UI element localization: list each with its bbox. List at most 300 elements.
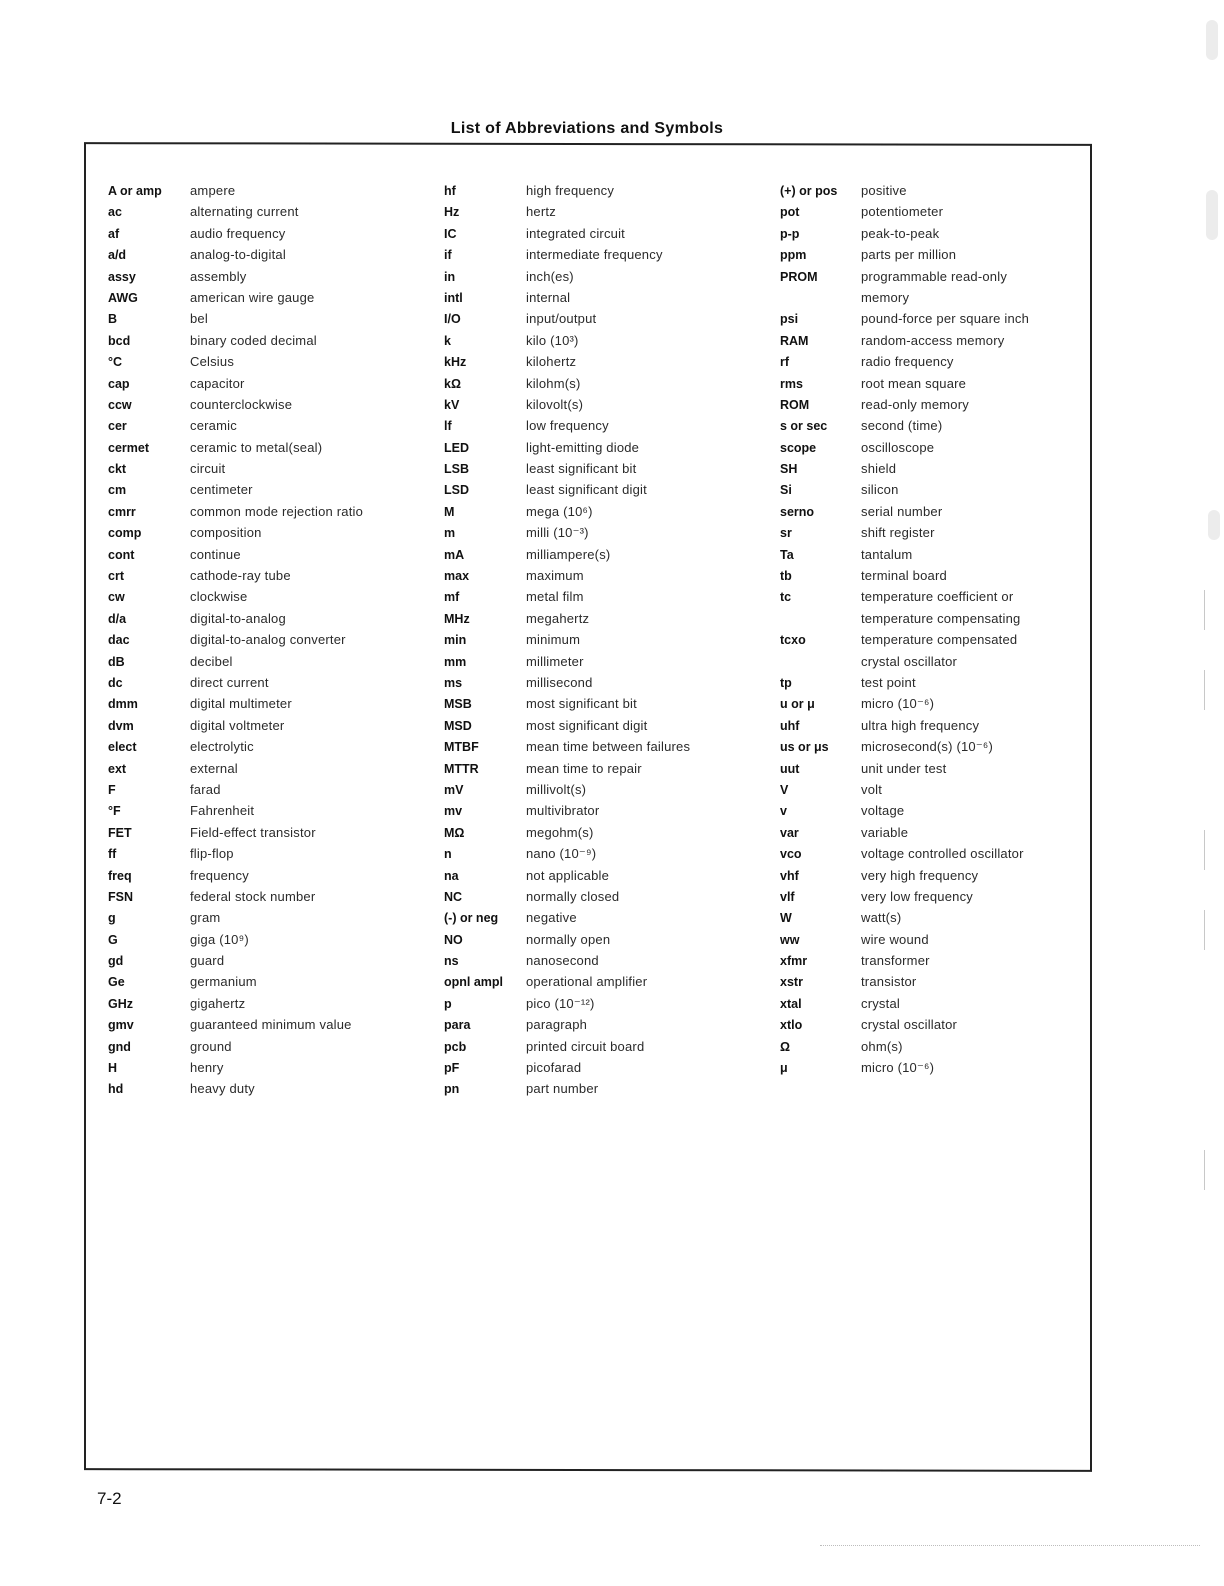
abbreviation-term: rf — [780, 355, 790, 370]
abbreviation-entry — [444, 651, 690, 672]
abbreviation-definition: voltage controlled oscillator — [861, 846, 1024, 862]
abbreviation-entry — [108, 843, 363, 864]
abbreviation-entry — [444, 971, 690, 992]
abbreviation-entry — [108, 929, 363, 950]
abbreviation-definition: intermediate frequency — [526, 247, 663, 263]
abbreviation-term: cmrr — [108, 504, 136, 519]
abbreviation-entry — [108, 437, 363, 458]
abbreviation-definition: very high frequency — [861, 867, 979, 883]
abbreviation-definition: mega (10⁶) — [526, 503, 593, 519]
abbreviation-definition: millimeter — [526, 653, 584, 669]
scan-shadow — [1208, 510, 1220, 540]
abbreviation-definition: maximum — [526, 568, 584, 584]
abbreviation-entry — [780, 223, 1029, 244]
abbreviation-entry — [108, 308, 363, 329]
abbreviation-term: NO — [444, 932, 463, 947]
abbreviation-entry — [444, 308, 690, 329]
abbreviation-term: mV — [444, 782, 464, 797]
abbreviation-entry — [780, 736, 1029, 757]
abbreviation-term: vlf — [780, 889, 795, 904]
abbreviation-definition: kilohm(s) — [526, 375, 581, 391]
abbreviation-definition: pound-force per square inch — [861, 311, 1030, 327]
abbreviation-entry — [780, 1014, 1029, 1035]
abbreviation-definition: crystal oscillator — [861, 1017, 958, 1033]
abbreviation-definition: temperature compensating — [861, 610, 1021, 626]
abbreviation-definition: normally closed — [526, 888, 620, 904]
abbreviation-entry — [108, 608, 363, 629]
abbreviation-term: max — [444, 569, 470, 584]
abbreviation-entry — [108, 865, 363, 886]
abbreviation-entry — [108, 693, 363, 714]
abbreviation-entry — [108, 287, 363, 308]
abbreviation-entry — [108, 330, 363, 351]
abbreviation-entry — [108, 373, 363, 394]
abbreviation-term: u or μ — [780, 697, 815, 712]
page-title: List of Abbreviations and Symbols — [450, 120, 724, 137]
abbreviation-entry — [108, 672, 363, 693]
abbreviation-term: (-) or neg — [444, 911, 499, 926]
abbreviation-definition: metal film — [526, 589, 584, 605]
abbreviation-entry — [108, 950, 363, 971]
abbreviation-entry — [780, 800, 1029, 821]
abbreviation-entry — [444, 330, 690, 351]
abbreviation-entry — [444, 565, 690, 586]
abbreviation-definition: megohm(s) — [526, 824, 594, 840]
abbreviation-term: mv — [444, 804, 463, 819]
abbreviation-definition: least significant bit — [526, 461, 637, 477]
abbreviation-entry — [108, 758, 363, 779]
abbreviation-term: IC — [444, 226, 457, 241]
abbreviation-entry — [780, 715, 1029, 736]
abbreviation-entry — [444, 843, 690, 864]
abbreviation-definition: henry — [190, 1060, 224, 1076]
scan-line — [1204, 590, 1205, 630]
abbreviation-definition: electrolytic — [190, 739, 254, 755]
abbreviation-entry — [108, 479, 363, 500]
abbreviation-definition: kilo (10³) — [526, 332, 579, 348]
column-3 — [780, 180, 1029, 1078]
abbreviation-definition: circuit — [190, 461, 226, 477]
abbreviation-term: ac — [108, 205, 122, 220]
abbreviation-term: s or sec — [780, 419, 828, 434]
abbreviation-term: MSB — [444, 697, 472, 712]
abbreviation-definition: minimum — [526, 632, 581, 648]
abbreviation-entry — [780, 822, 1029, 843]
abbreviation-entry — [108, 544, 363, 565]
abbreviation-definition: millivolt(s) — [526, 781, 587, 797]
abbreviation-term: G — [108, 932, 118, 947]
abbreviation-definition: volt — [861, 781, 883, 797]
abbreviation-entry — [444, 266, 690, 287]
abbreviation-term: Ta — [780, 547, 794, 562]
abbreviation-definition: not applicable — [526, 867, 610, 883]
abbreviation-term: F — [108, 782, 116, 797]
abbreviation-definition: light-emitting diode — [526, 439, 640, 455]
abbreviation-term: kHz — [444, 355, 467, 370]
abbreviation-term: V — [780, 782, 789, 797]
abbreviation-entry — [780, 1036, 1029, 1057]
abbreviation-definition: bel — [190, 311, 208, 327]
abbreviation-definition: integrated circuit — [526, 225, 625, 241]
scan-line — [1204, 1150, 1205, 1190]
abbreviation-entry — [444, 373, 690, 394]
abbreviation-term: LSB — [444, 462, 469, 477]
abbreviation-entry — [108, 736, 363, 757]
abbreviation-definition: variable — [861, 824, 909, 840]
abbreviation-entry — [444, 736, 690, 757]
abbreviation-entry — [108, 522, 363, 543]
abbreviation-entry — [108, 907, 363, 928]
abbreviation-term: tcxo — [780, 633, 806, 648]
abbreviation-term: kV — [444, 397, 460, 412]
abbreviation-entry — [780, 1057, 1029, 1078]
abbreviation-entry — [780, 522, 1029, 543]
abbreviation-entry — [444, 522, 690, 543]
abbreviation-entry — [108, 779, 363, 800]
abbreviation-term: a/d — [108, 248, 127, 263]
scan-line — [1204, 670, 1205, 710]
abbreviation-entry — [108, 993, 363, 1014]
abbreviation-term: tb — [780, 569, 792, 584]
abbreviation-term: crt — [108, 569, 124, 584]
abbreviation-entry — [780, 565, 1029, 586]
abbreviation-entry — [780, 287, 1029, 308]
abbreviation-term: GHz — [108, 996, 133, 1011]
abbreviation-term: ext — [108, 761, 127, 776]
abbreviation-definition: heavy duty — [190, 1081, 255, 1097]
abbreviation-definition: peak-to-peak — [861, 225, 940, 241]
abbreviation-term: tp — [780, 675, 792, 690]
abbreviation-term: scope — [780, 440, 817, 455]
abbreviation-entry — [444, 758, 690, 779]
abbreviation-term: LED — [444, 440, 469, 455]
abbreviation-definition: most significant bit — [526, 696, 637, 712]
abbreviation-definition: internal — [526, 289, 571, 305]
abbreviation-definition: Celsius — [190, 354, 235, 370]
abbreviation-definition: read-only memory — [861, 396, 969, 412]
abbreviation-entry — [444, 415, 690, 436]
abbreviation-entry — [444, 822, 690, 843]
abbreviation-term: cont — [108, 547, 135, 562]
abbreviation-entry — [108, 244, 363, 265]
abbreviation-definition: normally open — [526, 931, 611, 947]
abbreviation-definition: wire wound — [861, 931, 929, 947]
abbreviation-term: Si — [780, 483, 792, 498]
abbreviation-definition: transistor — [861, 974, 917, 990]
abbreviation-term: af — [108, 226, 120, 241]
abbreviation-definition: assembly — [190, 268, 247, 284]
abbreviation-term: cm — [108, 483, 127, 498]
abbreviation-definition: counterclockwise — [190, 396, 293, 412]
abbreviation-term: if — [444, 248, 452, 263]
abbreviation-definition: hertz — [526, 204, 556, 220]
abbreviation-entry — [108, 1014, 363, 1035]
abbreviation-entry — [780, 415, 1029, 436]
abbreviation-definition: kilovolt(s) — [526, 396, 584, 412]
abbreviation-definition: ceramic — [190, 418, 237, 434]
abbreviation-term: rms — [780, 376, 803, 391]
abbreviation-entry — [780, 608, 1029, 629]
abbreviation-entry — [444, 1014, 690, 1035]
abbreviation-entry — [444, 223, 690, 244]
abbreviation-definition: federal stock number — [190, 888, 316, 904]
abbreviation-term: ns — [444, 954, 459, 969]
abbreviation-term: v — [780, 804, 787, 819]
abbreviation-term: cw — [108, 590, 125, 605]
abbreviation-term: vhf — [780, 868, 799, 883]
abbreviation-term: mm — [444, 654, 467, 669]
abbreviation-entry — [780, 886, 1029, 907]
abbreviation-entry — [108, 565, 363, 586]
abbreviation-entry — [444, 608, 690, 629]
abbreviation-entry — [444, 800, 690, 821]
abbreviation-definition: unit under test — [861, 760, 947, 776]
abbreviation-definition: ceramic to metal(seal) — [190, 439, 323, 455]
abbreviation-entry — [444, 865, 690, 886]
abbreviation-definition: binary coded decimal — [190, 332, 317, 348]
abbreviation-term: Ω — [780, 1039, 791, 1054]
abbreviation-term: n — [444, 847, 452, 862]
abbreviation-definition: multivibrator — [526, 803, 600, 819]
abbreviation-term: Ge — [108, 975, 125, 990]
abbreviation-definition: shield — [861, 461, 897, 477]
abbreviation-term: H — [108, 1061, 118, 1076]
abbreviation-definition: kilohertz — [526, 354, 577, 370]
abbreviation-definition: gigahertz — [190, 995, 246, 1011]
abbreviation-entry — [780, 779, 1029, 800]
abbreviation-entry — [108, 201, 363, 222]
abbreviation-entry — [780, 758, 1029, 779]
abbreviation-definition: ultra high frequency — [861, 717, 980, 733]
abbreviation-term: LSD — [444, 483, 469, 498]
abbreviation-entry — [780, 672, 1029, 693]
abbreviation-definition: inch(es) — [526, 268, 574, 284]
abbreviation-definition: crystal oscillator — [861, 653, 958, 669]
scan-edge-artifacts — [1184, 0, 1224, 1586]
abbreviation-entry — [780, 544, 1029, 565]
abbreviation-entry — [444, 180, 690, 201]
abbreviation-entry — [444, 351, 690, 372]
abbreviation-term: hf — [444, 184, 456, 198]
abbreviation-definition: memory — [861, 289, 910, 305]
abbreviation-definition: clockwise — [190, 589, 248, 605]
abbreviation-term: dac — [108, 633, 130, 648]
abbreviation-entry — [444, 244, 690, 265]
abbreviation-entry — [780, 929, 1029, 950]
abbreviation-term: I/O — [444, 312, 461, 327]
abbreviation-term: var — [780, 825, 799, 840]
abbreviation-definition: ground — [190, 1038, 232, 1054]
abbreviation-term: psi — [780, 312, 799, 327]
abbreviation-definition: crystal — [861, 995, 900, 1011]
abbreviation-definition: Fahrenheit — [190, 803, 255, 819]
abbreviation-term: p-p — [780, 226, 800, 241]
abbreviation-entry — [780, 501, 1029, 522]
abbreviation-definition: micro (10⁻⁶) — [861, 696, 935, 712]
abbreviation-entry — [780, 373, 1029, 394]
abbreviation-term: xfmr — [780, 954, 808, 969]
abbreviation-definition: direct current — [190, 674, 269, 690]
abbreviation-entry — [108, 886, 363, 907]
abbreviation-term: xstr — [780, 975, 803, 990]
abbreviation-definition: temperature compensated — [861, 632, 1018, 648]
abbreviation-term: para — [444, 1018, 471, 1033]
abbreviation-definition: high frequency — [526, 183, 615, 198]
abbreviation-term: MTBF — [444, 740, 479, 755]
abbreviation-term: elect — [108, 740, 137, 755]
abbreviation-term: d/a — [108, 611, 127, 626]
abbreviation-term: AWG — [108, 290, 138, 305]
abbreviation-definition: decibel — [190, 653, 233, 669]
abbreviation-term: pot — [780, 205, 800, 220]
abbreviation-term: ms — [444, 675, 463, 690]
abbreviation-term: assy — [108, 269, 136, 284]
abbreviation-definition: centimeter — [190, 482, 253, 498]
abbreviation-entry — [780, 971, 1029, 992]
abbreviation-term: pn — [444, 1082, 460, 1097]
abbreviation-entry — [108, 651, 363, 672]
abbreviation-term: A or amp — [108, 184, 162, 198]
abbreviation-term: lf — [444, 419, 452, 434]
abbreviation-entry — [780, 458, 1029, 479]
abbreviation-term: PROM — [780, 269, 818, 284]
abbreviation-term: serno — [780, 504, 815, 519]
abbreviation-definition: capacitor — [190, 375, 245, 391]
abbreviation-term: hd — [108, 1082, 124, 1097]
abbreviation-entry — [780, 201, 1029, 222]
abbreviation-entry — [108, 458, 363, 479]
abbreviation-definition: part number — [526, 1081, 599, 1097]
abbreviation-term: °C — [108, 355, 123, 370]
abbreviation-term: xtal — [780, 996, 802, 1011]
abbreviation-definition: millisecond — [526, 674, 593, 690]
abbreviation-term: RAM — [780, 333, 809, 348]
abbreviation-definition: silicon — [861, 482, 899, 498]
abbreviation-definition: digital-to-analog converter — [190, 632, 346, 648]
abbreviation-entry — [108, 971, 363, 992]
abbreviation-term: NC — [444, 889, 463, 904]
abbreviation-definition: digital multimeter — [190, 696, 292, 712]
abbreviation-definition: printed circuit board — [526, 1038, 645, 1054]
abbreviation-term: dmm — [108, 697, 138, 712]
abbreviation-definition: digital voltmeter — [190, 717, 285, 733]
abbreviation-entry — [444, 993, 690, 1014]
abbreviation-definition: audio frequency — [190, 225, 286, 241]
abbreviation-term: cermet — [108, 440, 149, 455]
abbreviation-entry — [780, 843, 1029, 864]
abbreviation-entry — [444, 779, 690, 800]
abbreviation-definition: low frequency — [526, 418, 609, 434]
abbreviation-entry — [444, 907, 690, 928]
abbreviation-entry — [780, 244, 1029, 265]
abbreviation-entry — [444, 693, 690, 714]
abbreviation-definition: external — [190, 760, 238, 776]
abbreviation-entry — [108, 715, 363, 736]
abbreviation-entry — [108, 180, 363, 201]
abbreviation-entry — [108, 501, 363, 522]
abbreviation-term: M — [444, 504, 455, 519]
abbreviation-term: vco — [780, 847, 802, 862]
abbreviation-definition: nanosecond — [526, 953, 599, 969]
abbreviation-term: k — [444, 333, 451, 348]
abbreviation-definition: potentiometer — [861, 204, 944, 220]
abbreviation-definition: parts per million — [861, 247, 957, 263]
abbreviation-entry — [108, 394, 363, 415]
abbreviation-entry — [780, 865, 1029, 886]
abbreviation-entry — [780, 308, 1029, 329]
abbreviation-entry — [108, 415, 363, 436]
abbreviation-definition: Field-effect transistor — [190, 824, 316, 840]
abbreviation-term: MΩ — [444, 825, 465, 840]
abbreviation-definition: continue — [190, 546, 241, 562]
abbreviation-entry — [444, 1078, 690, 1099]
abbreviation-entry — [444, 586, 690, 607]
abbreviation-entry — [108, 351, 363, 372]
abbreviation-entry — [780, 180, 1029, 201]
abbreviation-definition: micro (10⁻⁶) — [861, 1060, 935, 1076]
abbreviation-term: pF — [444, 1061, 460, 1076]
abbreviation-definition: guaranteed minimum value — [190, 1017, 352, 1033]
abbreviation-entry — [108, 1036, 363, 1057]
abbreviation-definition: root mean square — [861, 375, 967, 391]
abbreviation-definition: nano (10⁻⁹) — [526, 846, 597, 862]
abbreviation-definition: picofarad — [526, 1060, 582, 1076]
abbreviation-entry — [780, 907, 1029, 928]
abbreviation-term: min — [444, 633, 467, 648]
abbreviation-term: ppm — [780, 248, 807, 263]
column-1 — [108, 180, 363, 1100]
abbreviation-entry — [780, 394, 1029, 415]
abbreviation-definition: milliampere(s) — [526, 546, 611, 562]
abbreviation-term: MHz — [444, 611, 470, 626]
abbreviation-entry — [780, 351, 1029, 372]
abbreviation-definition: common mode rejection ratio — [190, 503, 364, 519]
abbreviation-definition: mean time between failures — [526, 739, 691, 755]
abbreviation-entry — [444, 394, 690, 415]
abbreviation-definition: test point — [861, 674, 916, 690]
abbreviation-definition: ampere — [190, 183, 236, 198]
abbreviation-entry — [444, 950, 690, 971]
abbreviation-entry — [108, 266, 363, 287]
abbreviation-entry — [108, 1057, 363, 1078]
abbreviation-term: comp — [108, 526, 142, 541]
abbreviation-entry — [780, 651, 1029, 672]
abbreviation-entry — [780, 950, 1029, 971]
abbreviation-definition: alternating current — [190, 204, 299, 220]
abbreviation-definition: terminal board — [861, 568, 947, 584]
abbreviation-entry — [780, 586, 1029, 607]
page-number: 7-2 — [97, 1489, 122, 1508]
abbreviation-definition: farad — [190, 781, 221, 797]
abbreviation-definition: least significant digit — [526, 482, 647, 498]
scan-shadow — [1206, 190, 1218, 240]
scan-line — [1204, 830, 1205, 870]
abbreviation-definition: watt(s) — [861, 910, 902, 926]
abbreviation-entry — [444, 929, 690, 950]
abbreviation-definition: frequency — [190, 867, 249, 883]
abbreviation-definition: negative — [526, 910, 577, 926]
abbreviation-entry — [780, 330, 1029, 351]
abbreviation-term: ff — [108, 847, 117, 862]
abbreviation-term: MSD — [444, 718, 472, 733]
abbreviation-term: °F — [108, 804, 121, 819]
abbreviation-term: gmv — [108, 1018, 134, 1033]
abbreviation-term: p — [444, 996, 452, 1011]
abbreviation-term: ROM — [780, 397, 810, 412]
abbreviation-term: m — [444, 526, 456, 541]
abbreviation-definition: guard — [190, 953, 225, 969]
abbreviation-definition: voltage — [861, 803, 905, 819]
